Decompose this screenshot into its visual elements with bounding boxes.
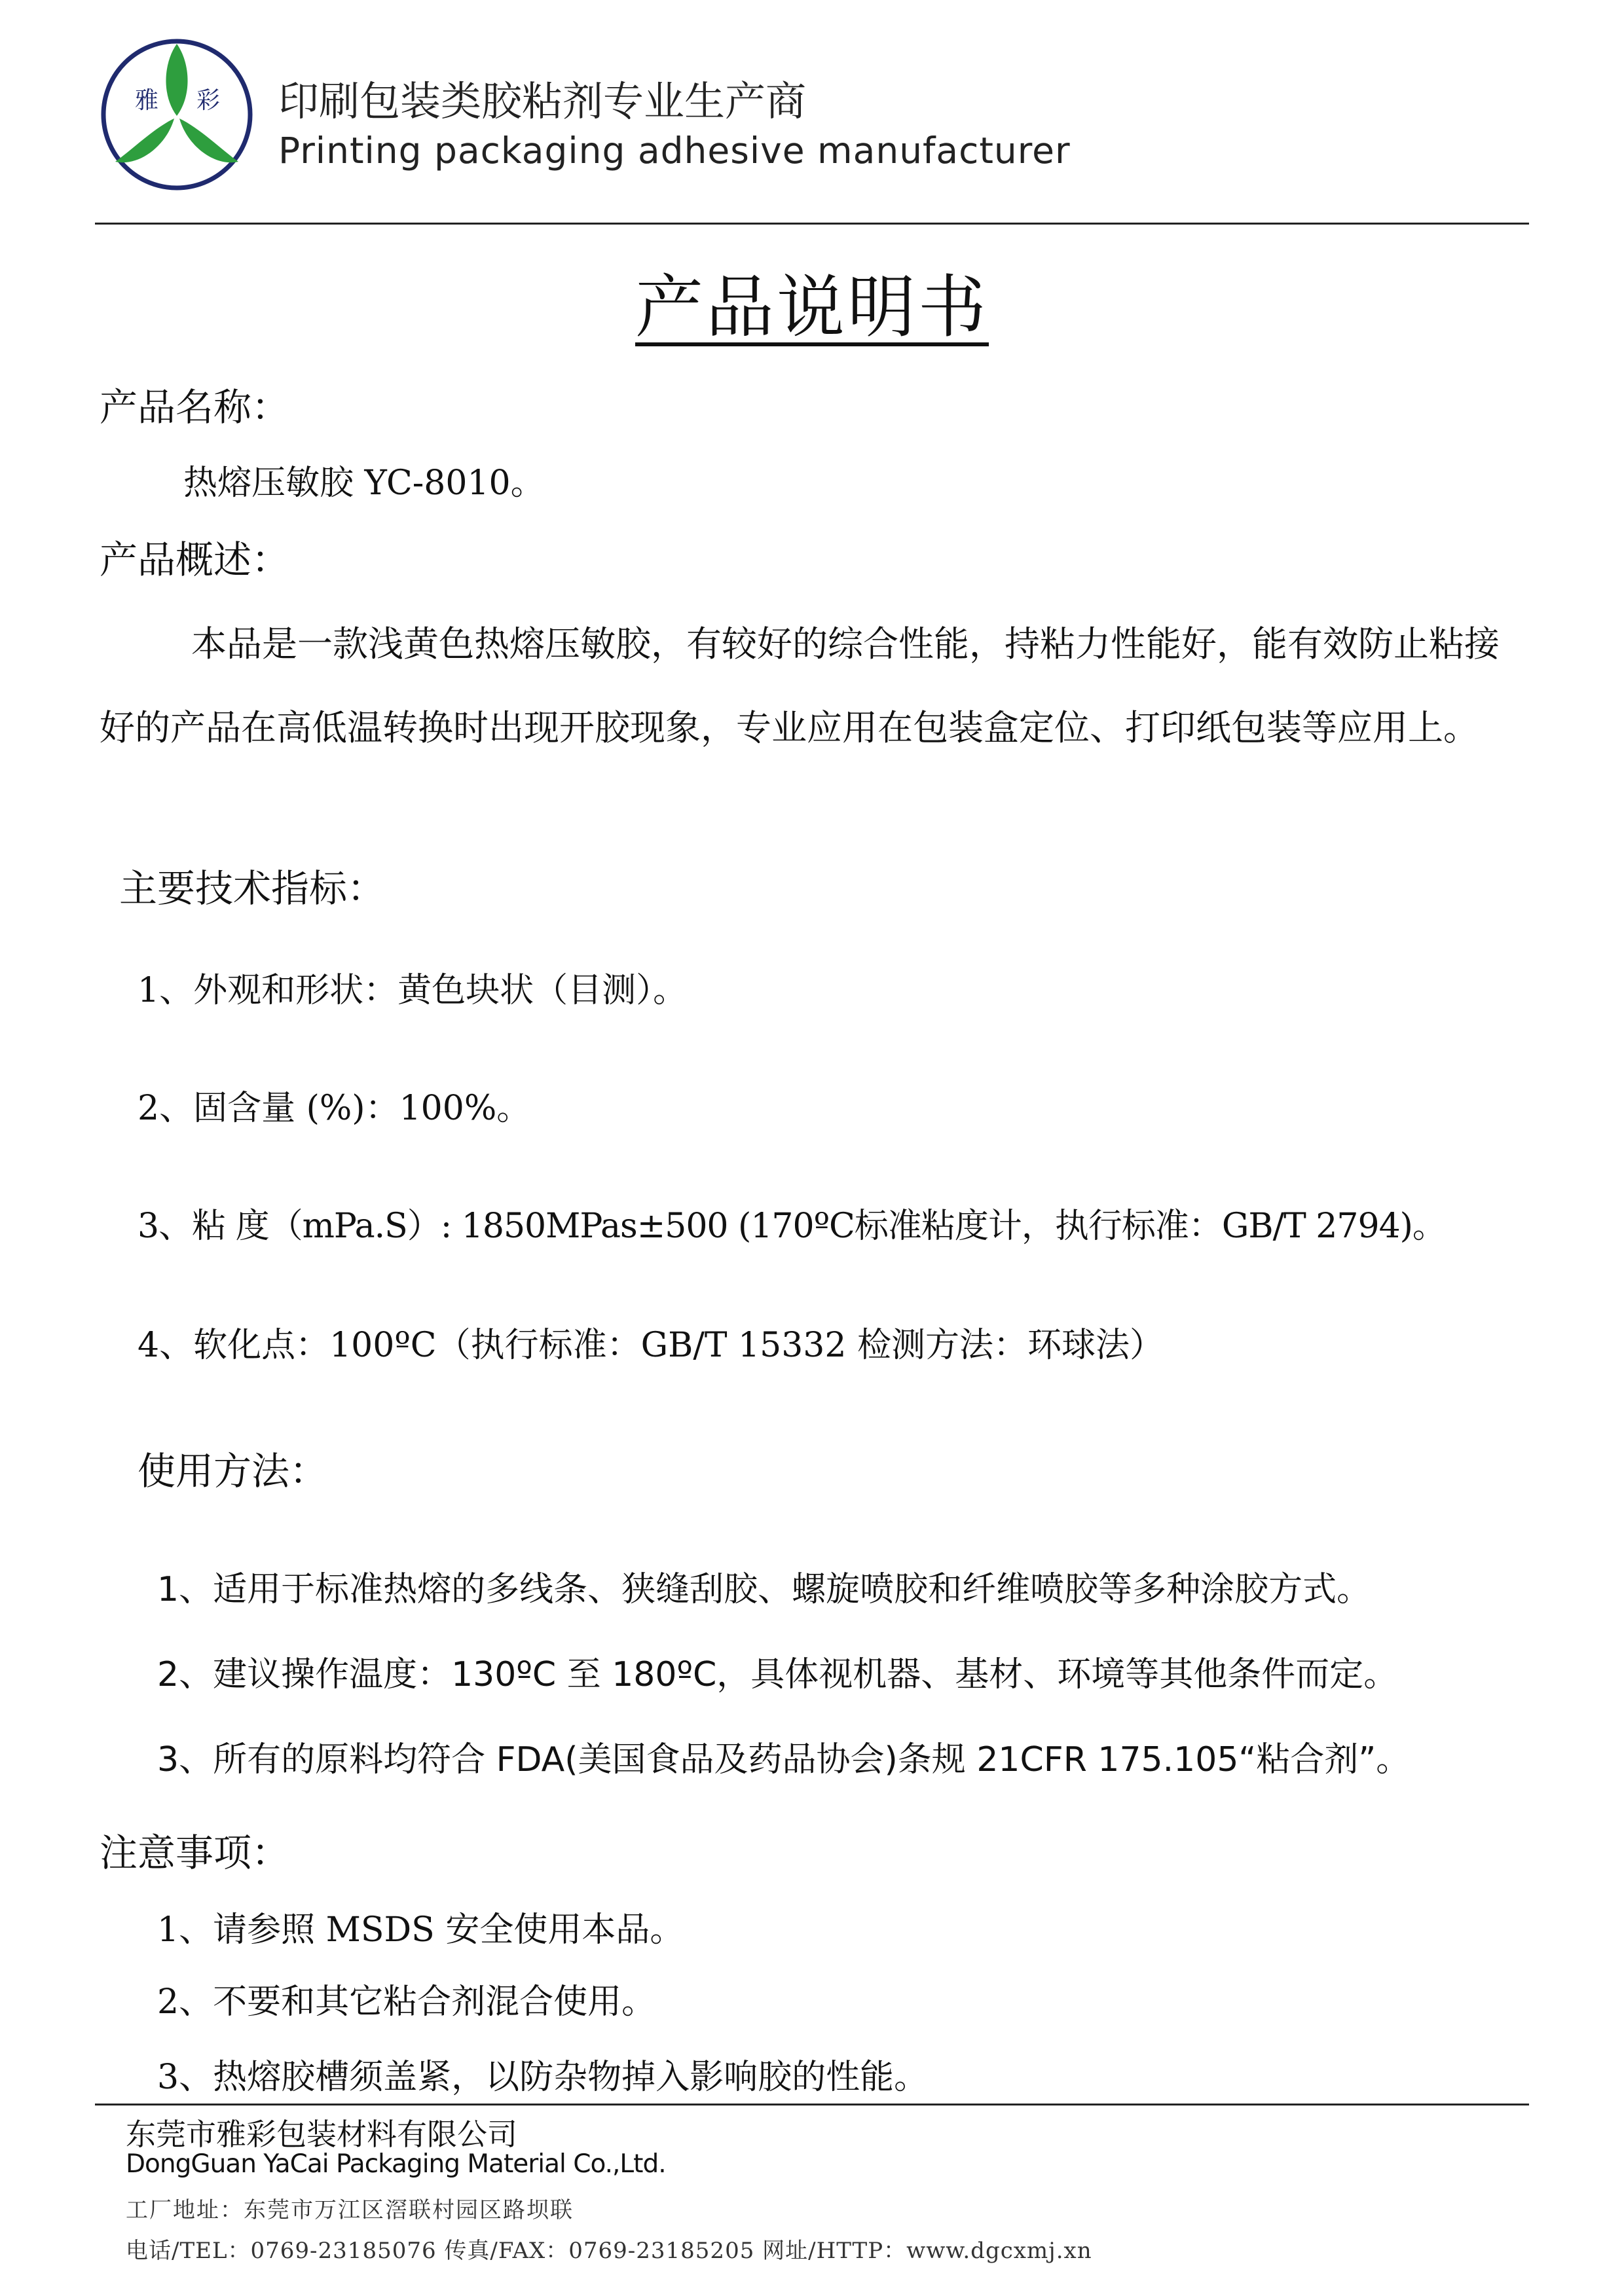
logo-leaf-left <box>115 118 174 162</box>
logo-leaf-right <box>179 118 238 162</box>
note-item: 3、热熔胶槽须盖紧，以防杂物掉入影响胶的性能。 <box>157 2058 929 2097</box>
document-title-wrap <box>0 252 1624 350</box>
usage-heading: 使用方法： <box>138 1449 328 1493</box>
document-title: 产品说明书 <box>635 267 989 347</box>
usage-item: 2、建议操作温度：130ºC 至 180ºC，具体视机器、基材、环境等其他条件而定。 <box>157 1655 1398 1694</box>
footer-divider <box>95 2104 1529 2105</box>
note-item: 1、请参照 MSDS 安全使用本品。 <box>157 1910 684 1950</box>
footer-address: 工厂地址：东莞市万江区滘联村园区路坝联 <box>126 2197 574 2223</box>
usage-item: 3、所有的原料均符合 FDA(美国食品及药品协会)条规 21CFR 175.105“粘合剂”。 <box>157 1740 1411 1779</box>
spec-item: 2、固含量 (%)：100%。 <box>138 1089 531 1128</box>
overview-paragraph <box>100 602 1534 770</box>
product-name-heading: 产品名称： <box>100 385 290 429</box>
overview-heading: 产品概述： <box>100 538 290 582</box>
spec-item: 4、软化点：100ºC（执行标准：GB/T 15332 检测方法：环球法） <box>138 1326 1164 1365</box>
tagline-english: Printing packaging adhesive manufacturer <box>278 130 1071 172</box>
footer-company-chinese: 东莞市雅彩包装材料有限公司 <box>126 2117 517 2152</box>
company-logo <box>98 36 255 193</box>
footer-contact: 电话/TEL：0769-23185076 传真/FAX：0769-23185205 网址/HTTP：www.dgcxmj.xn <box>126 2238 1092 2264</box>
note-item: 2、不要和其它粘合剂混合使用。 <box>157 1982 656 2022</box>
footer-company-english: DongGuan YaCai Packaging Material Co.,Ltd. <box>126 2149 666 2179</box>
spec-item: 3、粘 度（mPa.S）: 1850MPas±500 (170ºC标准粘度计，执行标准：GB/T 2794)。 <box>138 1207 1446 1246</box>
logo-char-right: 彩 <box>196 87 221 114</box>
header-divider <box>95 223 1529 225</box>
logo-leaf-top <box>166 44 187 116</box>
logo-char-left: 雅 <box>135 87 159 114</box>
notes-heading: 注意事项： <box>100 1831 290 1875</box>
overview-text: 本品是一款浅黄色热熔压敏胶，有较好的综合性能，持粘力性能好，能有效防止粘接好的产品在高低温转换时出现开胶现象，专业应用在包装盒定位、打印纸包装等应用上。 <box>100 623 1500 748</box>
spec-item: 1、外观和形状：黄色块状（目测）。 <box>138 971 688 1010</box>
usage-item: 1、适用于标准热熔的多线条、狭缝刮胶、螺旋喷胶和纤维喷胶等多种涂胶方式。 <box>157 1570 1371 1609</box>
tagline-chinese: 印刷包装类胶粘剂专业生产商 <box>278 77 807 125</box>
product-name-value: 热熔压敏胶 YC-8010。 <box>183 464 545 503</box>
specs-heading: 主要技术指标： <box>119 866 386 911</box>
